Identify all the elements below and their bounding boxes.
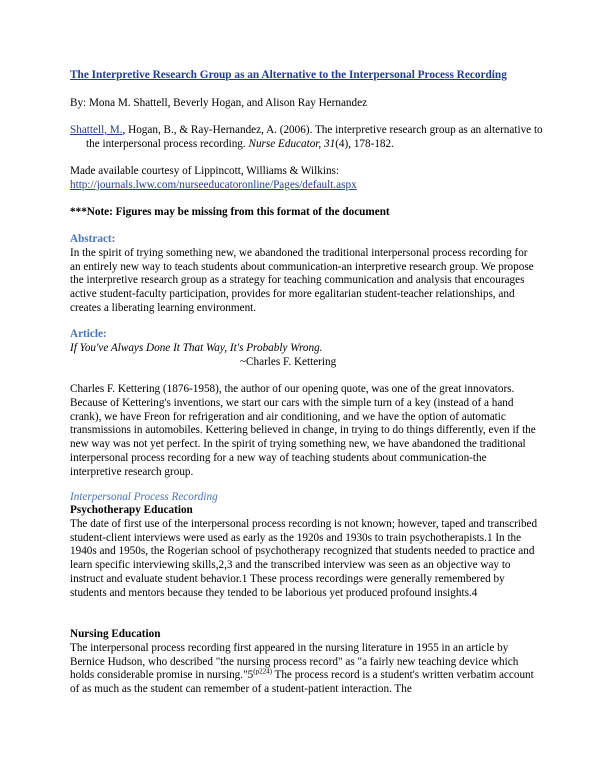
courtesy (70, 165, 540, 193)
subsection-interpersonal-process-recording: Interpersonal Process Recording (70, 491, 218, 503)
psychotherapy-heading: Psychotherapy Education (70, 504, 193, 516)
article-heading: Article: (70, 328, 107, 340)
courtesy-url-link[interactable]: http://journals.lww.com/nurseeducatoronline/Pages/default.aspx (70, 178, 357, 191)
nursing-heading: Nursing Education (70, 628, 161, 640)
psychotherapy-section (70, 504, 540, 601)
courtesy-text: Made available courtesy of Lippincott, Williams & Wilkins: (70, 165, 339, 177)
opening-quote: If You've Always Done It That Way, It's Probably Wrong. (70, 341, 323, 354)
quote-attribution: ~Charles F. Kettering (240, 355, 337, 368)
article-paragraph-1: Charles F. Kettering (1876-1958), the author of our opening quote, was one of the great innovators. Because of Kettering's inventions, we start our cars with the simple turn of a key (instead of a hand crank), we have Freon for refrigeration and air conditioning, and we have the option of automatic transmissions in automobiles. Kettering believed in change, in trying to do things differently, even if the new way was not yet perfect. In the spirit of trying something new, we have abandoned the traditional interpersonal process recording for a new way of teaching students about communication-the interpretive research group. (70, 383, 536, 478)
nursing-superscript: (p224) (253, 667, 272, 676)
article-section (70, 328, 540, 369)
abstract-heading: Abstract: (70, 233, 116, 245)
nursing-text-b: The process record is a student's written verbatim account of as much as the student can remember of a student-patient interaction. The (70, 669, 534, 696)
figures-note: ***Note: Figures may be missing from this format of the document (70, 206, 390, 218)
document-title-link[interactable]: The Interpretive Research Group as an Alternative to the Interpersonal Process Recording (70, 69, 507, 81)
citation (70, 124, 556, 152)
nursing-section (70, 628, 540, 697)
author-link[interactable]: Shattell, M. (70, 124, 123, 136)
abstract-text: In the spirit of trying something new, we abandoned the traditional interpersonal process recording for an entirely new way to teach students about communication-an interpretive research group. We propose the interpretive research group as a strategy for teaching communication and analysis that encourages active student-faculty participation, provides for more egalitarian student-teacher relationships, and creates a liberating learning environment. (70, 246, 534, 314)
citation-rest: , Hogan, B., & Ray-Hernandez, A. (2006). The interpretive research group as an (122, 124, 482, 136)
byline: By: Mona M. Shattell, Beverly Hogan, and Alison Ray Hernandez (70, 97, 368, 109)
abstract-section (70, 233, 540, 316)
citation-journal: Nurse Educator, 31 (248, 137, 336, 150)
nursing-text-a: The interpersonal process recording first appeared in the nursing literature in 1955 in an article by Bernice Hudson, who described "the nursing process record" as "a fairly new teaching device which holds considerable promise in nursing."5 (70, 641, 519, 682)
psychotherapy-text: The date of first use of the interpersonal process recording is not known; however, taped and transcribed student-client interviews were used as early as the 1920s and 1930s to train psychotherapists.1 In the 1940s and 1950s, the Rogerian school of psychotherapy recognized that students needed to practice and learn specific interviewing skills,2,3 and the transcribed interview was seen as an objective way to instruct and evaluate student behavior.1 These process recordings were generally remembered by students and mentors because they tended to be laborious yet produced profound insights.4 (70, 517, 538, 599)
nursing-text (70, 642, 540, 697)
citation-line2-post: (4), 178-182. (335, 137, 394, 150)
citation-line2-pre: alternative to the interpersonal process recording. (86, 124, 543, 150)
